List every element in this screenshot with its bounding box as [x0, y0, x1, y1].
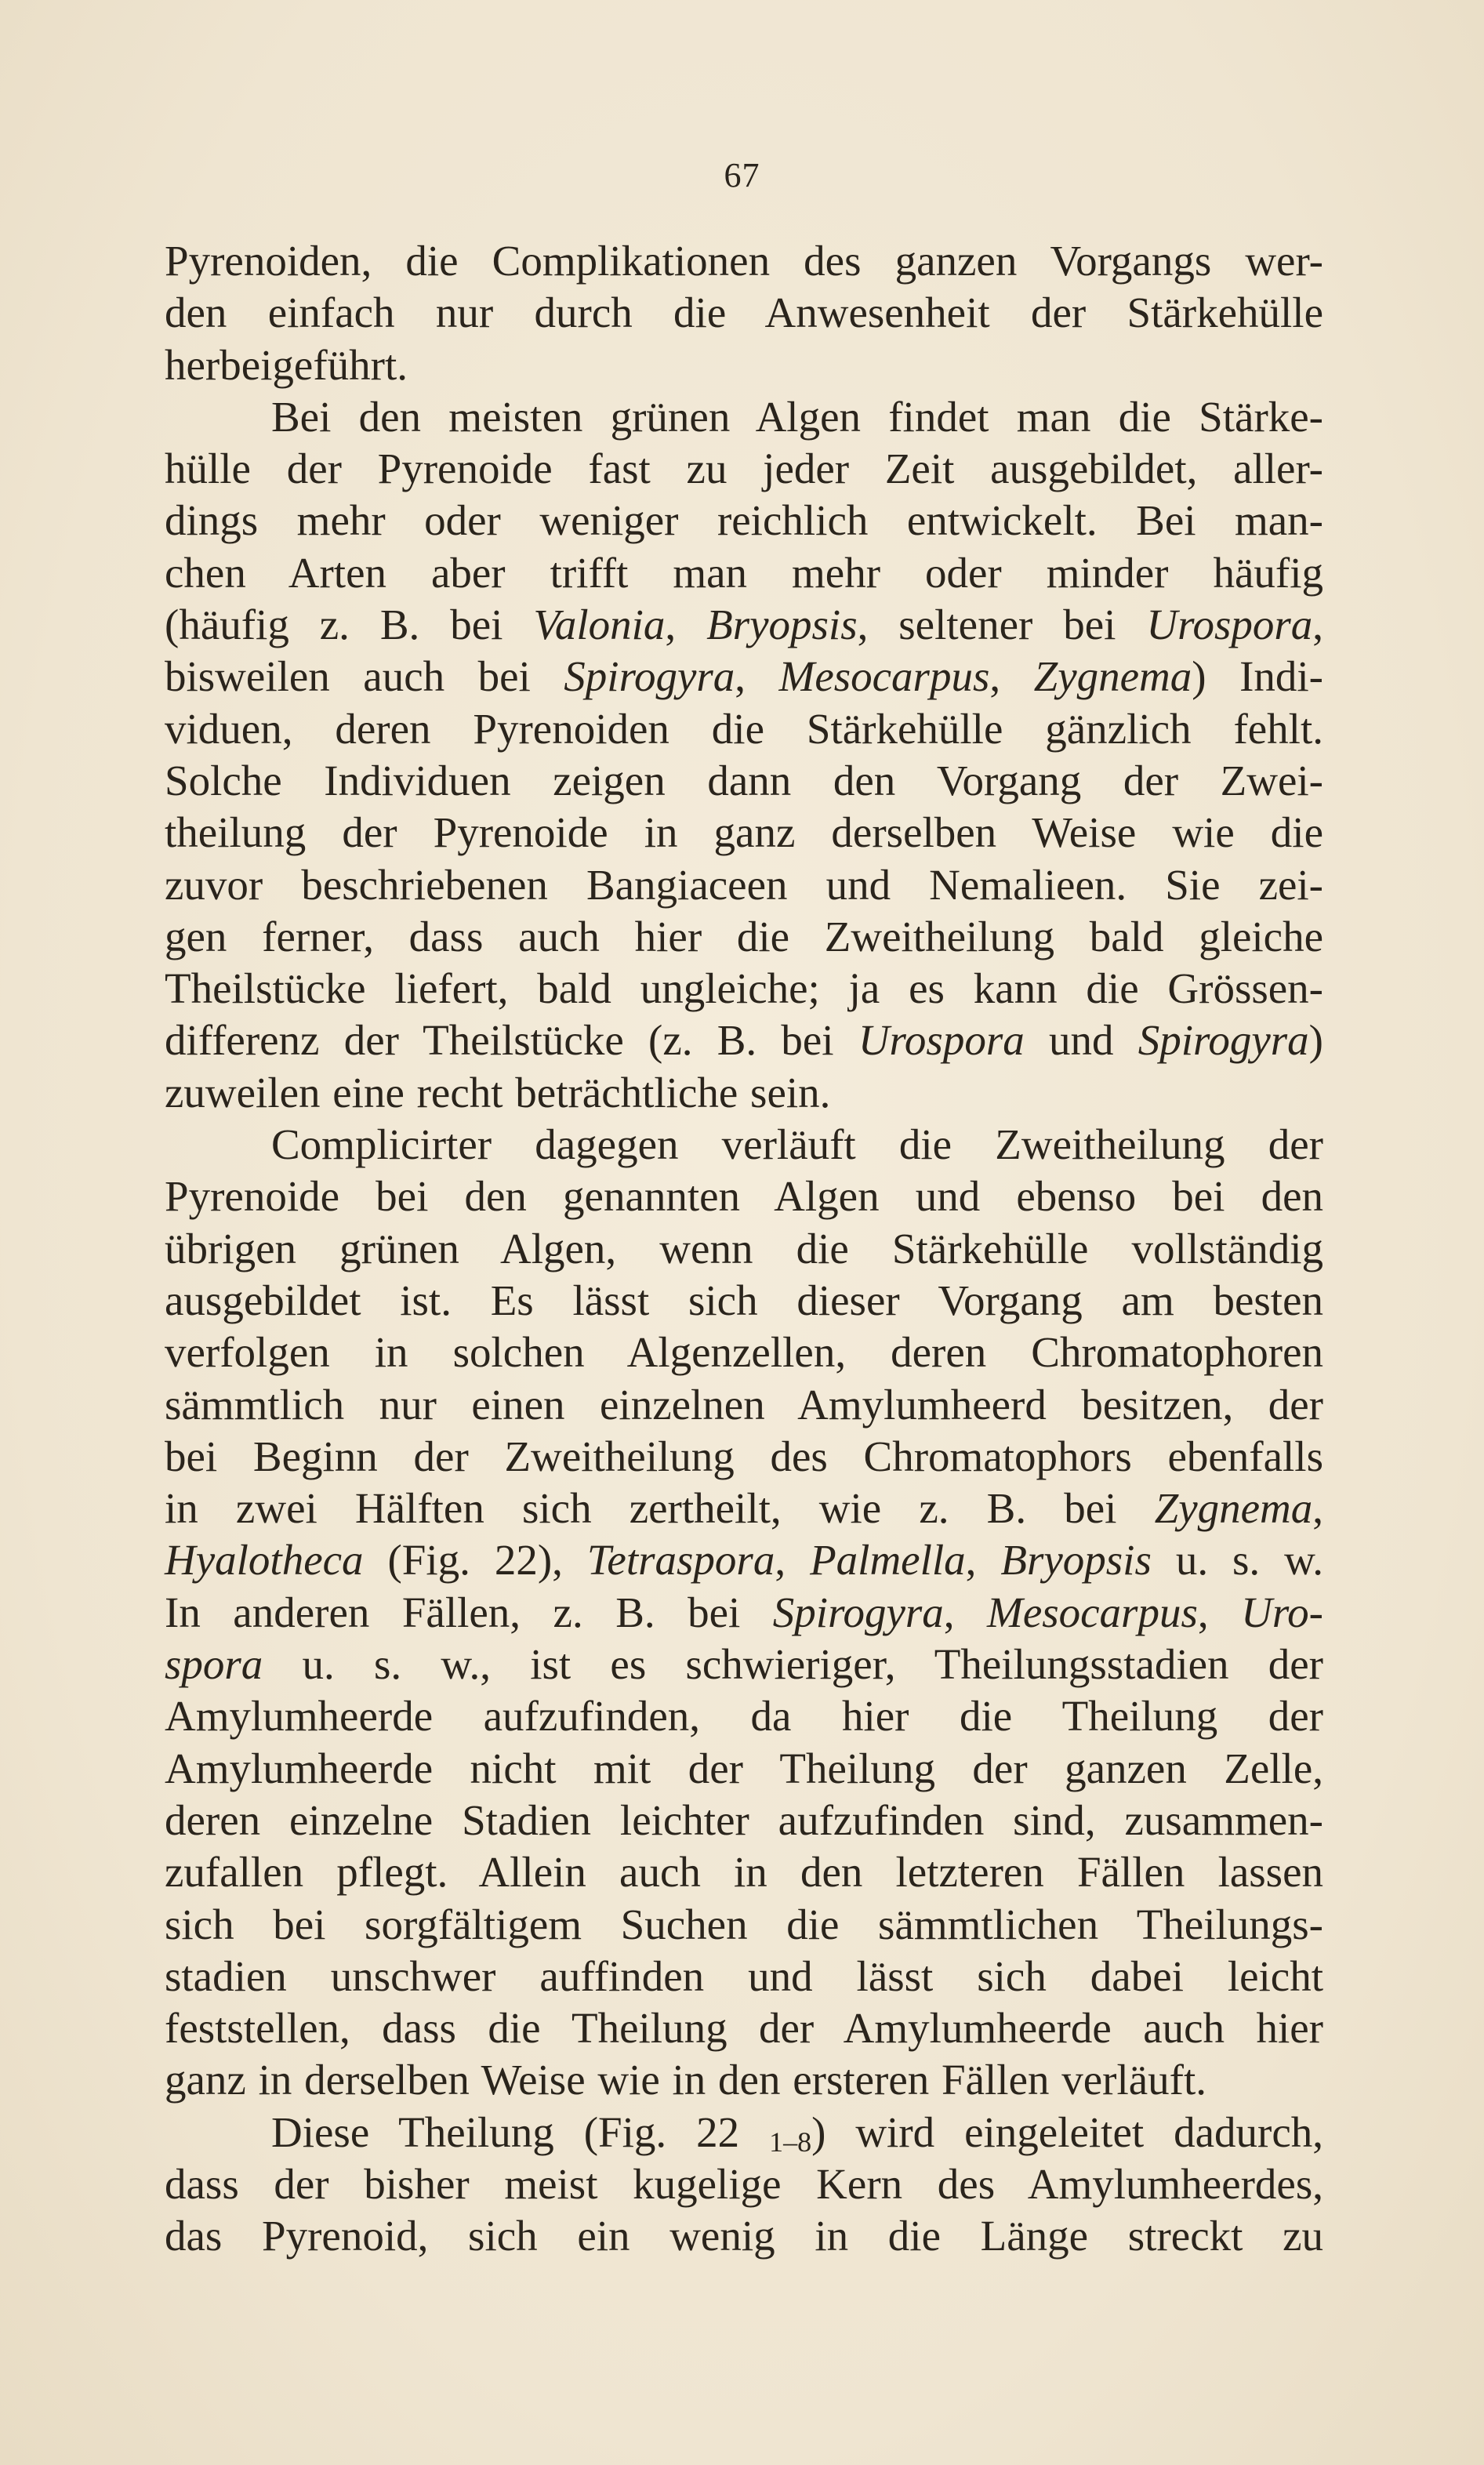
text-line: [165, 1015, 1323, 1066]
text-segment: zuweilen eine recht beträchtliche sein.: [165, 1068, 831, 1116]
italic-term: Zygnema: [1154, 1484, 1313, 1533]
text-line: [165, 1275, 1323, 1327]
text-segment: differenz der Theilstücke (z. B. bei: [165, 1016, 858, 1065]
text-segment: ) Indi-: [1192, 652, 1323, 701]
text-segment: Amylumheerde aufzufinden, da hier die Theilung der: [165, 1692, 1323, 1741]
text-segment: hülle der Pyrenoide fast zu jeder Zeit ausgebildet, aller-: [165, 445, 1323, 493]
text-line: [165, 287, 1323, 339]
text-line: [165, 807, 1323, 859]
text-line: [165, 1223, 1323, 1275]
text-segment: deren einzelne Stadien leichter aufzufinden sind, zusammen-: [165, 1795, 1323, 1844]
text-segment: sämmtlich nur einen einzelnen Amylumheerd besitzen, der: [165, 1380, 1323, 1429]
text-segment: sich bei sorgfältigem Suchen die sämmtlichen Theilungs-: [165, 1900, 1323, 1948]
text-line: [165, 651, 1323, 702]
text-line: [165, 495, 1323, 546]
text-segment: ,: [775, 1536, 811, 1585]
text-line: [165, 1846, 1323, 1898]
text-segment: Diese Theilung (Fig. 22: [271, 2107, 770, 2156]
text-segment: ,: [735, 652, 779, 701]
text-segment: theilung der Pyrenoide in ganz derselben Weise wie die: [165, 808, 1323, 857]
text-segment: In anderen Fällen, z. B. bei: [165, 1588, 773, 1636]
text-segment: ,: [1312, 1484, 1323, 1533]
text-segment: bei Beginn der Zweitheilung des Chromatophors ebenfalls: [165, 1432, 1323, 1480]
text-line: [165, 339, 1323, 391]
text-segment: ,: [965, 1536, 1001, 1585]
text-segment: ,: [1197, 1588, 1242, 1636]
text-segment: herbeigeführt.: [165, 340, 408, 389]
italic-term: Bryopsis: [706, 601, 858, 649]
text-segment: u. s. w., ist es schwieriger, Theilungsstadien der: [263, 1640, 1323, 1689]
italic-term: Urospora: [1146, 601, 1313, 649]
text-segment: ausgebildet ist. Es lässt sich dieser Vorgang am besten: [165, 1276, 1323, 1324]
text-segment: übrigen grünen Algen, wenn die Stärkehülle vollständig: [165, 1224, 1323, 1272]
text-segment: zufallen pflegt. Allein auch in den letzteren Fällen lassen: [165, 1848, 1323, 1897]
text-segment: Amylumheerde nicht mit der Theilung der ganzen Zelle,: [165, 1744, 1323, 1792]
text-segment: viduen, deren Pyrenoiden die Stärkehülle gänzlich fehlt.: [165, 704, 1323, 753]
text-line: [165, 1534, 1323, 1586]
text-segment: gen ferner, dass auch hier die Zweitheilung bald gleiche: [165, 912, 1323, 960]
text-line: [165, 1119, 1323, 1171]
text-segment: in zwei Hälften sich zertheilt, wie z. B. bei: [165, 1484, 1155, 1533]
text-segment: ,: [989, 652, 1034, 701]
italic-term: Bryopsis: [1000, 1536, 1152, 1585]
text-segment: Theilstücke liefert, bald ungleiche; ja es kann die Grössen-: [165, 964, 1323, 1013]
italic-term: Valonia: [533, 601, 666, 649]
text-segment: ,: [665, 601, 707, 649]
text-segment: (Fig. 22),: [363, 1536, 587, 1585]
text-line: [165, 911, 1323, 963]
italic-term: Uro-: [1241, 1588, 1323, 1636]
italic-term: Mesocarpus: [987, 1588, 1198, 1636]
italic-term: spora: [165, 1640, 263, 1689]
text-line: [165, 443, 1323, 495]
text-line: [165, 547, 1323, 599]
text-line: [165, 1067, 1323, 1119]
text-segment: ): [1308, 1016, 1323, 1065]
text-line: [165, 963, 1323, 1015]
italic-term: Spirogyra: [564, 652, 735, 701]
text-line: [165, 599, 1323, 651]
text-line: [165, 1587, 1323, 1639]
text-line: [165, 2210, 1323, 2262]
text-segment: bisweilen auch bei: [165, 652, 564, 701]
text-segment: chen Arten aber trifft man mehr oder minder häufig: [165, 548, 1323, 597]
italic-term: Tetraspora: [586, 1536, 775, 1585]
text-line: [165, 391, 1323, 443]
text-segment: ,: [1312, 601, 1323, 649]
page-number: 67: [724, 156, 760, 194]
text-line: [165, 1431, 1323, 1483]
italic-term: Spirogyra: [772, 1588, 944, 1636]
text-segment: (häufig z. B. bei: [165, 601, 534, 649]
text-line: [165, 703, 1323, 755]
body-text: [165, 235, 1323, 2263]
text-line: [165, 1951, 1323, 2002]
text-segment: den einfach nur durch die Anwesenheit der Stärkehülle: [165, 289, 1323, 337]
text-segment: Pyrenoiden, die Complikationen des ganzen Vorgangs wer-: [165, 237, 1323, 285]
text-segment: stadien unschwer auffinden und lässt sich dabei leicht: [165, 1951, 1323, 2000]
text-segment: das Pyrenoid, sich ein wenig in die Länge streckt zu: [165, 2212, 1323, 2260]
text-segment: Solche Individuen zeigen dann den Vorgang der Zwei-: [165, 756, 1323, 804]
text-segment: Complicirter dagegen verläuft die Zweitheilung der: [271, 1120, 1323, 1169]
text-segment: ,: [943, 1588, 987, 1636]
text-segment: ) wird eingeleitet dadurch,: [811, 2107, 1323, 2156]
text-segment: , seltener bei: [857, 601, 1147, 649]
italic-term: Hyalotheca: [165, 1536, 364, 1585]
text-line: [165, 1483, 1323, 1534]
text-line: [165, 1379, 1323, 1431]
text-line: [165, 2002, 1323, 2054]
text-segment: Bei den meisten grünen Algen findet man die Stärke-: [271, 392, 1323, 441]
text-segment: dass der bisher meist kugelige Kern des Amylumheerdes,: [165, 2159, 1323, 2208]
text-segment: zuvor beschriebenen Bangiaceen und Nemalieen. Sie zei-: [165, 860, 1323, 909]
text-line: [165, 2107, 1323, 2158]
text-line: [165, 2054, 1323, 2106]
italic-term: Urospora: [858, 1016, 1025, 1065]
italic-term: Zygnema: [1033, 652, 1192, 701]
italic-term: Palmella: [810, 1536, 966, 1585]
text-segment: feststellen, dass die Theilung der Amylumheerde auch hier: [165, 2004, 1323, 2053]
italic-term: Spirogyra: [1137, 1016, 1309, 1065]
text-line: [165, 859, 1323, 911]
text-segment: und: [1024, 1016, 1138, 1065]
text-line: [165, 1795, 1323, 1846]
text-segment: dings mehr oder weniger reichlich entwickelt. Bei man-: [165, 496, 1323, 545]
text-line: [165, 235, 1323, 287]
text-line: [165, 1327, 1323, 1378]
text-line: [165, 1639, 1323, 1690]
text-line: [165, 1899, 1323, 1951]
text-segment: verfolgen in solchen Algenzellen, deren Chromatophoren: [165, 1328, 1323, 1377]
text-line: [165, 1690, 1323, 1742]
text-segment: Pyrenoide bei den genannten Algen und ebenso bei den: [165, 1172, 1323, 1221]
text-line: [165, 755, 1323, 807]
text-segment: u. s. w.: [1151, 1536, 1324, 1585]
figure-subscript: 1–8: [769, 2126, 812, 2158]
text-segment: ganz in derselben Weise wie in den ersteren Fällen verläuft.: [165, 2056, 1207, 2104]
text-line: [165, 1171, 1323, 1222]
text-line: [165, 2158, 1323, 2210]
text-line: [165, 1743, 1323, 1795]
italic-term: Mesocarpus: [778, 652, 990, 701]
